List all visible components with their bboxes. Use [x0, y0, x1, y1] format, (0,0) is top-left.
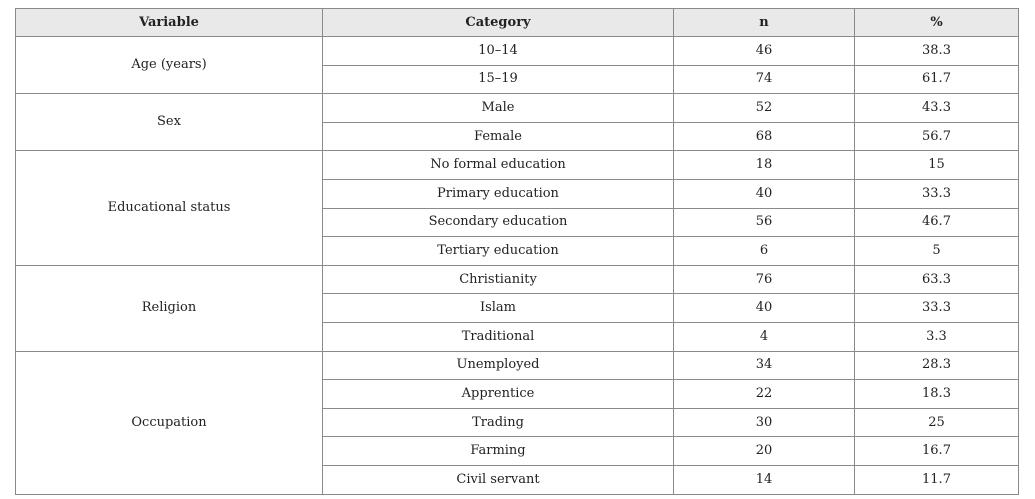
category-cell: 15–19	[323, 65, 674, 94]
variable-cell: Religion	[16, 265, 323, 351]
header-category: Category	[323, 9, 674, 37]
variable-cell: Occupation	[16, 351, 323, 494]
n-cell: 76	[674, 265, 855, 294]
category-cell: Female	[323, 122, 674, 151]
demographics-table	[15, 8, 1019, 495]
table-row	[16, 151, 1019, 180]
n-cell: 14	[674, 465, 855, 494]
percent-cell: 28.3	[855, 351, 1019, 380]
category-cell: No formal education	[323, 151, 674, 180]
category-cell: Farming	[323, 437, 674, 466]
n-cell: 6	[674, 237, 855, 266]
percent-cell: 56.7	[855, 122, 1019, 151]
percent-cell: 16.7	[855, 437, 1019, 466]
n-cell: 34	[674, 351, 855, 380]
category-cell: 10–14	[323, 37, 674, 66]
percent-cell: 11.7	[855, 465, 1019, 494]
n-cell: 56	[674, 208, 855, 237]
table-body	[16, 37, 1019, 495]
header-row	[16, 9, 1019, 37]
variable-cell: Educational status	[16, 151, 323, 265]
percent-cell: 38.3	[855, 37, 1019, 66]
percent-cell: 46.7	[855, 208, 1019, 237]
header-variable: Variable	[16, 9, 323, 37]
category-cell: Christianity	[323, 265, 674, 294]
percent-cell: 25	[855, 408, 1019, 437]
n-cell: 46	[674, 37, 855, 66]
category-cell: Trading	[323, 408, 674, 437]
percent-cell: 33.3	[855, 294, 1019, 323]
n-cell: 30	[674, 408, 855, 437]
n-cell: 4	[674, 322, 855, 351]
table-row	[16, 94, 1019, 123]
n-cell: 18	[674, 151, 855, 180]
n-cell: 68	[674, 122, 855, 151]
percent-cell: 3.3	[855, 322, 1019, 351]
percent-cell: 5	[855, 237, 1019, 266]
percent-cell: 61.7	[855, 65, 1019, 94]
category-cell: Tertiary education	[323, 237, 674, 266]
percent-cell: 43.3	[855, 94, 1019, 123]
table-row	[16, 265, 1019, 294]
percent-cell: 33.3	[855, 179, 1019, 208]
n-cell: 40	[674, 294, 855, 323]
n-cell: 22	[674, 380, 855, 409]
category-cell: Male	[323, 94, 674, 123]
table-row	[16, 37, 1019, 66]
table-row	[16, 351, 1019, 380]
n-cell: 74	[674, 65, 855, 94]
header-percent: %	[855, 9, 1019, 37]
category-cell: Unemployed	[323, 351, 674, 380]
category-cell: Secondary education	[323, 208, 674, 237]
category-cell: Islam	[323, 294, 674, 323]
n-cell: 40	[674, 179, 855, 208]
table-header	[16, 9, 1019, 37]
percent-cell: 15	[855, 151, 1019, 180]
percent-cell: 18.3	[855, 380, 1019, 409]
header-n: n	[674, 9, 855, 37]
table-wrapper	[15, 8, 1019, 495]
category-cell: Apprentice	[323, 380, 674, 409]
variable-cell: Sex	[16, 94, 323, 151]
category-cell: Civil servant	[323, 465, 674, 494]
percent-cell: 63.3	[855, 265, 1019, 294]
variable-cell: Age (years)	[16, 37, 323, 94]
n-cell: 52	[674, 94, 855, 123]
category-cell: Traditional	[323, 322, 674, 351]
category-cell: Primary education	[323, 179, 674, 208]
n-cell: 20	[674, 437, 855, 466]
